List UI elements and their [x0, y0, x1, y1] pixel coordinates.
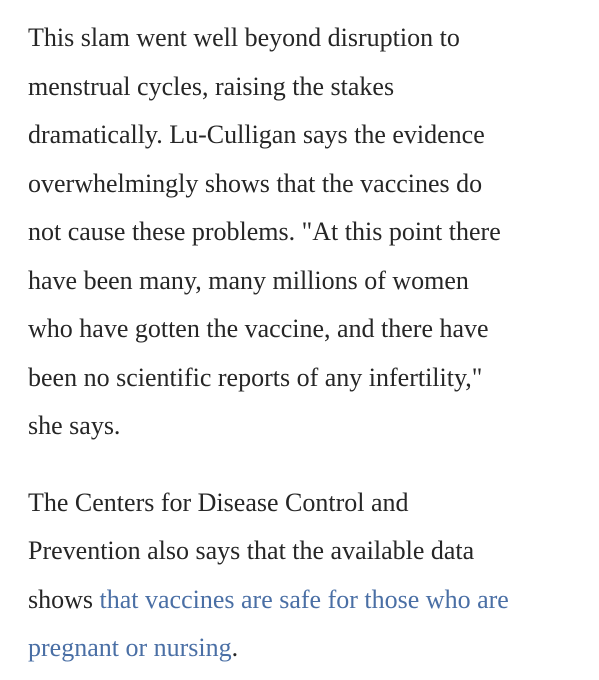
paragraph-line: she says.	[28, 411, 121, 440]
paragraph-line: dramatically. Lu-Culligan says the evidence	[28, 120, 485, 149]
paragraph-line: This slam went well beyond disruption to	[28, 23, 460, 52]
paragraph-line: The Centers for Disease Control and	[28, 487, 409, 517]
paragraph-line: have been many, many millions of women	[28, 265, 469, 295]
paragraph-line: not cause these problems. "At this point there	[28, 217, 501, 246]
paragraph-line-prefix: shows	[28, 584, 100, 614]
paragraph-line: Prevention also says that the available data	[28, 536, 475, 565]
article-body	[28, 14, 588, 673]
paragraph-line: been no scientific reports of any infertility,"	[28, 362, 483, 392]
paragraph-vaccine-infertility	[28, 14, 588, 451]
link-text-line-1[interactable]: that vaccines are safe for those who are	[99, 584, 509, 614]
link-text-line-2[interactable]: pregnant or nursing	[28, 633, 232, 662]
paragraph-line: menstrual cycles, raising the stakes	[28, 71, 395, 101]
paragraph-line: who have gotten the vaccine, and there have	[28, 314, 489, 343]
paragraph-cdc	[28, 479, 588, 673]
sentence-period: .	[231, 633, 239, 662]
paragraph-line: overwhelmingly shows that the vaccines do	[28, 168, 483, 198]
cdc-vaccine-safety-link[interactable]	[28, 585, 509, 663]
